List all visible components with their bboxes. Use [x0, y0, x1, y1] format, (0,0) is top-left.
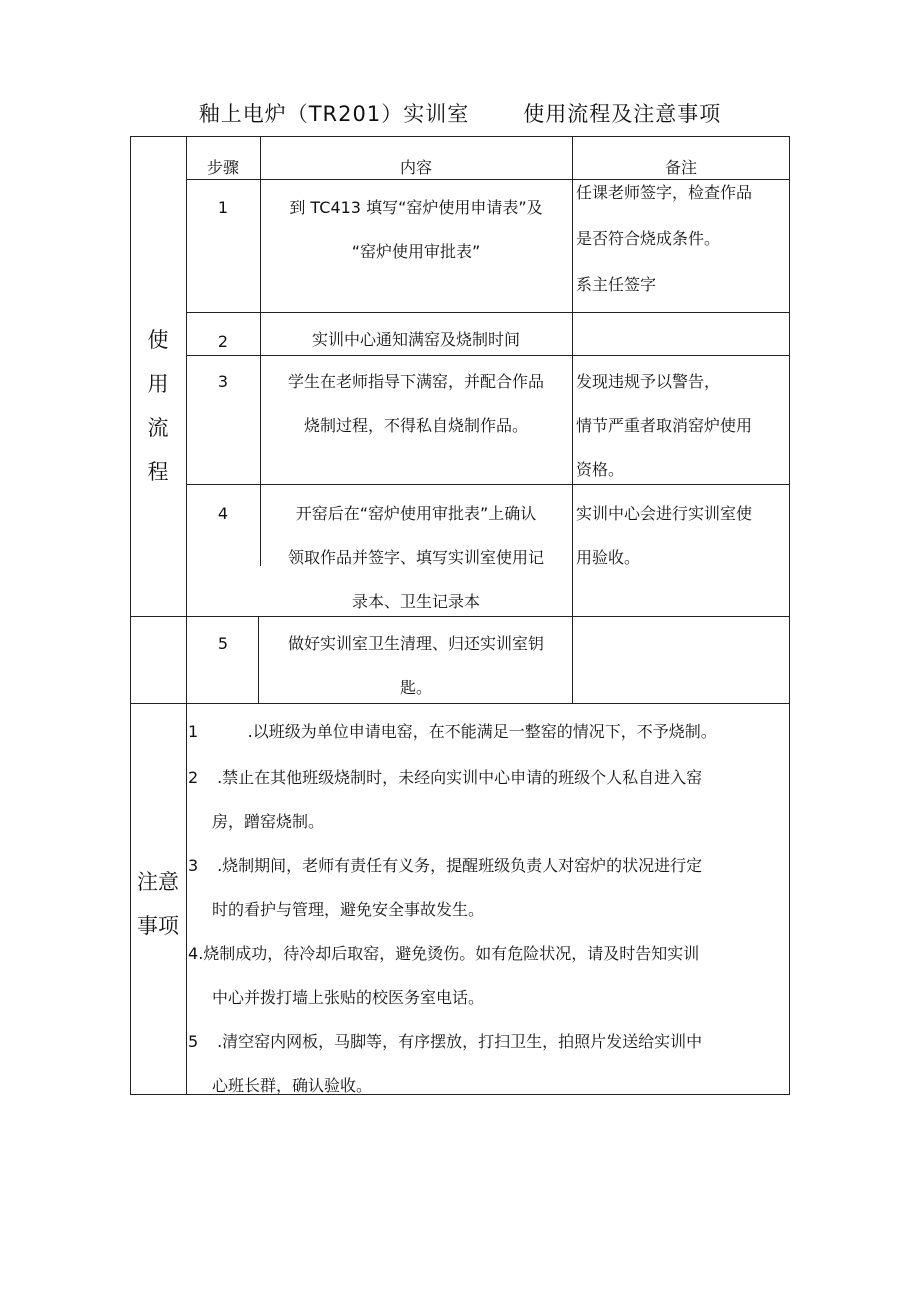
step-number: 3 — [217, 372, 229, 391]
step-number: 5 — [217, 634, 229, 653]
step-content: 开窑后在“窑炉使用审批表”上确认 领取作品并签字、填写实训室使用记 录本、卫生记录本 — [287, 504, 544, 611]
note-item: 2 .禁止在其他班级烧制时，未经向实训中心申请的班级个人私自进入窑 房，蹭窑烧制。 — [188, 768, 703, 831]
note-item: 1 .以班级为单位申请电窑，在不能满足一整窑的情况下，不予烧制。 — [188, 722, 717, 741]
step-remark: 任课老师签字，检查作品 是否符合烧成条件。 系主任签字 — [576, 183, 753, 294]
header-step: 步骤 — [206, 158, 239, 177]
step-content: 到 TC413 填写“窑炉使用申请表”及 “窑炉使用审批表” — [289, 198, 543, 261]
step-content: 学生在老师指导下满窑，并配合作品 烧制过程，不得私自烧制作品。 — [287, 372, 544, 435]
title-main: 釉上电炉（TR201）实训室 — [198, 102, 470, 126]
procedure-table — [130, 136, 790, 1095]
step-remark: 实训中心会进行实训室使 用验收。 — [576, 504, 753, 567]
note-item: 5 .清空窑内网板，马脚等，有序摆放，打扫卫生，拍照片发送给实训中 心班长群，确认验收。 — [188, 1032, 703, 1095]
step-content: 做好实训室卫生清理、归还实训室钥 匙。 — [287, 634, 544, 697]
step-number: 2 — [217, 332, 229, 351]
step-number: 1 — [217, 198, 229, 217]
title-sub: 使用流程及注意事项 — [523, 102, 722, 126]
section-label-flow: 使 用 流 程 — [147, 328, 169, 484]
step-number: 4 — [217, 504, 229, 523]
header-content: 内容 — [399, 158, 432, 177]
section-label-notes: 注意 事项 — [137, 870, 179, 938]
note-item: 4.烧制成功，待冷却后取窑，避免烫伤。如有危险状况，请及时告知实训 中心并拨打墙上张贴的校医务室电话。 — [188, 944, 700, 1007]
note-item: 3 .烧制期间，老师有责任有义务，提醒班级负责人对窑炉的状况进行定 时的看护与管理，避免安全事故发生。 — [188, 856, 703, 919]
row-divider-1 — [186, 312, 790, 313]
header-remark: 备注 — [664, 158, 697, 177]
step-content: 实训中心通知满窑及烧制时间 — [311, 330, 520, 349]
col-divider-remark — [572, 136, 573, 703]
step-remark: 发现违规予以警告， 情节严重者取消窑炉使用 资格。 — [576, 372, 753, 479]
document-title — [0, 98, 920, 128]
